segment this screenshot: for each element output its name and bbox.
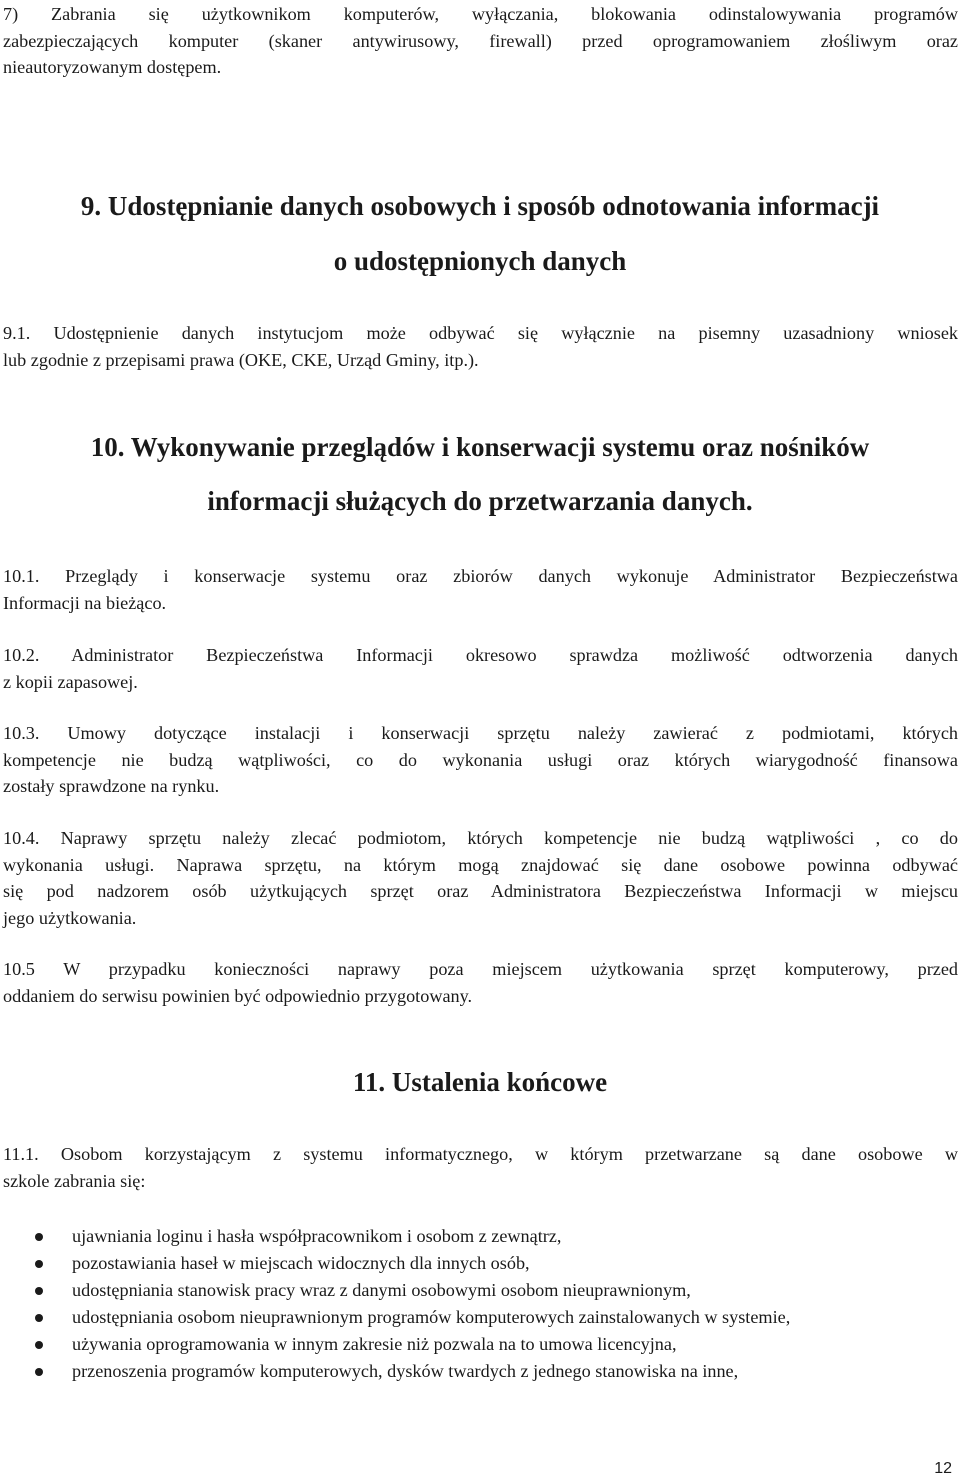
list-item bbox=[0, 1358, 960, 1385]
bullet-icon bbox=[35, 1260, 43, 1268]
section-9-heading-line-1: 9. Udostępnianie danych osobowych i sposób odnotowania informacji bbox=[80, 191, 880, 221]
text-line: nieautoryzowanym dostępem. bbox=[3, 57, 222, 77]
list-item bbox=[0, 1223, 960, 1250]
text-line: 10.5 W przypadku konieczności naprawy poza miejscem użytkowania sprzęt komputerowy, przed bbox=[3, 959, 958, 979]
text-line: 10.3. Umowy dotyczące instalacji i konserwacji sprzętu należy zawierać z podmiotami, których bbox=[3, 723, 958, 743]
text-line: Informacji na bieżąco. bbox=[3, 592, 167, 613]
page-number: 12 bbox=[934, 1460, 952, 1477]
text-line: 7) Zabrania się użytkownikom komputerów, wyłączania, blokowania odinstalowywania programów bbox=[3, 4, 958, 24]
bullet-icon bbox=[35, 1368, 43, 1376]
section-11-heading: 11. Ustalenia końcowe bbox=[352, 1067, 608, 1097]
text-line: 10.4. Naprawy sprzętu należy zlecać podmiotom, których kompetencje nie budzą wątpliwości , co do bbox=[3, 828, 958, 848]
text-line: z kopii zapasowej. bbox=[3, 671, 138, 692]
text-line: kompetencje nie budzą wątpliwości, co do wykonania usługi oraz których wiarygodność finansowa bbox=[3, 749, 958, 770]
paragraph-item-7 bbox=[3, 1, 958, 81]
text-line: 10.2. Administrator Bezpieczeństwa Informacji okresowo sprawdza możliwość odtworzenia danych bbox=[3, 645, 958, 665]
paragraph-10-4 bbox=[3, 825, 958, 931]
paragraph-9-1 bbox=[3, 320, 958, 373]
section-10-heading-line-2: informacji służących do przetwarzania danych. bbox=[207, 486, 753, 516]
text-line: jego użytkowania. bbox=[3, 907, 137, 928]
section-9-heading-line-2: o udostępnionych danych bbox=[333, 246, 627, 276]
text-line: szkole zabrania się: bbox=[3, 1170, 146, 1191]
list-item-text: przenoszenia programów komputerowych, dysków twardych z jednego stanowiska na inne, bbox=[72, 1361, 739, 1381]
text-line: 9.1. Udostępnienie danych instytucjom może odbywać się wyłącznie na pisemny uzasadniony wniosek bbox=[3, 323, 958, 343]
text-line: zostały sprawdzone na rynku. bbox=[3, 776, 220, 796]
bullet-icon bbox=[35, 1341, 43, 1349]
paragraph-10-2 bbox=[3, 642, 958, 695]
bullet-icon bbox=[35, 1287, 43, 1295]
list-item bbox=[0, 1331, 960, 1358]
section-10-heading-line-1: 10. Wykonywanie przeglądów i konserwacji systemu oraz nośników bbox=[90, 432, 870, 462]
list-item bbox=[0, 1250, 960, 1277]
paragraph-11-1 bbox=[3, 1141, 958, 1194]
list-item bbox=[0, 1277, 960, 1304]
text-line: się pod nadzorem osób użytkujących sprzęt oraz Administratora Bezpieczeństwa Informacji w miejscu bbox=[3, 881, 958, 901]
text-line: 11.1. Osobom korzystającym z systemu informatycznego, w którym przetwarzane są dane osobowe w bbox=[3, 1144, 958, 1164]
prohibitions-list bbox=[0, 1223, 960, 1385]
text-line: wykonania usługi. Naprawa sprzętu, na którym mogą znajdować się dane osobowe powinna odbywać bbox=[3, 854, 958, 875]
paragraph-10-5 bbox=[3, 956, 958, 1009]
list-item bbox=[0, 1304, 960, 1331]
text-line: zabezpieczających komputer (skaner antywirusowy, firewall) przed oprogramowaniem złośliwym oraz bbox=[3, 30, 958, 51]
paragraph-10-1 bbox=[3, 563, 958, 616]
bullet-icon bbox=[35, 1233, 43, 1241]
text-line: 10.1. Przeglądy i konserwacje systemu oraz zbiorów danych wykonuje Administrator Bezpieczeństwa bbox=[3, 566, 958, 586]
list-item-text: pozostawiania haseł w miejscach widocznych dla innych osób, bbox=[72, 1253, 530, 1273]
bullet-icon bbox=[35, 1314, 43, 1322]
paragraph-10-3 bbox=[3, 720, 958, 800]
list-item-text: udostępniania stanowisk pracy wraz z danymi osobowymi osobom nieuprawnionym, bbox=[72, 1280, 691, 1300]
list-item-text: udostępniania osobom nieuprawnionym programów komputerowych zainstalowanych w systemie, bbox=[72, 1307, 791, 1327]
text-line: lub zgodnie z przepisami prawa (OKE, CKE, Urząd Gminy, itp.). bbox=[3, 349, 479, 370]
list-item-text: ujawniania loginu i hasła współpracownikom i osobom z zewnątrz, bbox=[72, 1226, 562, 1246]
list-item-text: używania oprogramowania w innym zakresie niż pozwala na to umowa licencyjna, bbox=[72, 1334, 677, 1354]
text-line: oddaniem do serwisu powinien być odpowiednio przygotowany. bbox=[3, 985, 473, 1006]
